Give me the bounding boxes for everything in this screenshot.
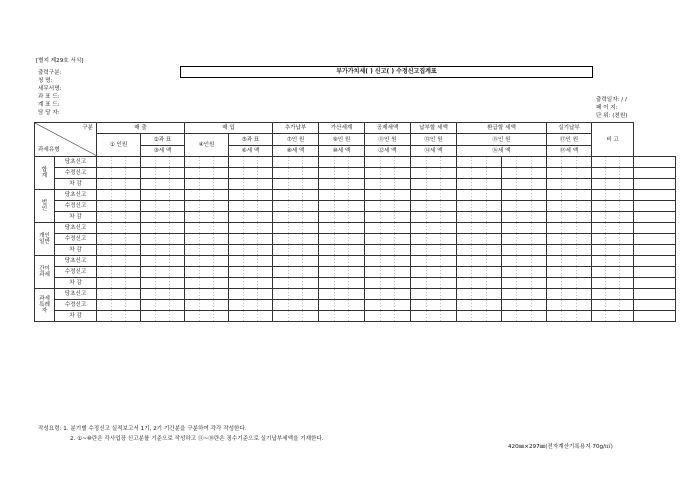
data-cell — [319, 179, 365, 190]
data-cell — [319, 190, 365, 201]
data-cell — [273, 234, 319, 245]
remark-cell — [634, 234, 676, 245]
data-cell — [97, 223, 141, 234]
data-cell — [592, 300, 634, 311]
header-label: 출력구분: — [38, 70, 62, 76]
data-cell — [592, 311, 634, 322]
sub-s2a: ②과 표 — [141, 134, 185, 146]
header-label: 계 표 드: — [38, 102, 60, 108]
data-cell — [185, 212, 229, 223]
sub-q2: ⑱세 액 — [547, 146, 592, 157]
data-cell — [365, 157, 411, 168]
data-cell — [547, 212, 592, 223]
data-cell — [141, 223, 185, 234]
form-title: 부가가치세( ) 신고( ) 수정신고집계표 — [180, 66, 593, 78]
table-row — [35, 234, 676, 245]
data-cell — [273, 267, 319, 278]
data-cell — [502, 311, 547, 322]
data-cell — [141, 190, 185, 201]
data-cell — [365, 300, 411, 311]
data-cell — [185, 311, 229, 322]
data-cell — [229, 311, 273, 322]
remark-cell — [634, 223, 676, 234]
data-cell — [502, 201, 547, 212]
group-label: 합 계 — [35, 157, 55, 190]
data-cell — [97, 300, 141, 311]
data-cell — [319, 245, 365, 256]
data-cell — [592, 212, 634, 223]
data-cell — [273, 300, 319, 311]
row-label: 차 감 — [55, 278, 97, 289]
data-cell — [502, 157, 547, 168]
data-cell — [97, 179, 141, 190]
data-cell — [592, 245, 634, 256]
data-cell — [319, 234, 365, 245]
data-cell — [457, 157, 502, 168]
data-cell — [97, 201, 141, 212]
data-cell — [319, 311, 365, 322]
data-cell — [185, 157, 229, 168]
table-row — [35, 223, 676, 234]
unit-label: 단 위: (천원) — [596, 113, 628, 119]
table-row — [35, 289, 676, 300]
data-cell — [502, 278, 547, 289]
data-cell — [97, 267, 141, 278]
data-cell — [457, 300, 502, 311]
data-cell — [457, 311, 502, 322]
data-cell — [229, 289, 273, 300]
data-cell — [457, 234, 502, 245]
data-cell — [141, 179, 185, 190]
data-cell — [141, 311, 185, 322]
data-cell — [502, 256, 547, 267]
data-cell — [229, 256, 273, 267]
data-cell — [319, 289, 365, 300]
data-cell — [141, 289, 185, 300]
note-1: 작성요령: 1. 분기별 수정신고 실적보고서 1기, 2기 기간분을 구분하여 각각 작성한다. — [38, 426, 247, 432]
data-cell — [547, 234, 592, 245]
data-cell — [319, 223, 365, 234]
paper-size: 420㎜×297㎜(전자계산기록용지 70g/㎡) — [508, 444, 613, 450]
data-cell — [365, 311, 411, 322]
remark-cell — [634, 256, 676, 267]
data-cell — [141, 168, 185, 179]
data-cell — [97, 278, 141, 289]
data-cell — [547, 267, 592, 278]
data-cell — [185, 267, 229, 278]
data-cell — [502, 234, 547, 245]
data-cell — [97, 234, 141, 245]
corner-bottom-label: 과세유형 — [38, 147, 60, 153]
data-cell — [411, 289, 457, 300]
remark-cell — [634, 157, 676, 168]
data-cell — [365, 256, 411, 267]
data-cell — [411, 311, 457, 322]
data-cell — [141, 157, 185, 168]
data-cell — [273, 223, 319, 234]
data-cell — [141, 201, 185, 212]
table-row — [35, 267, 676, 278]
row-label: 차 감 — [55, 212, 97, 223]
data-cell — [141, 212, 185, 223]
data-cell — [273, 201, 319, 212]
data-cell — [457, 278, 502, 289]
data-cell — [229, 223, 273, 234]
data-cell — [502, 245, 547, 256]
data-cell — [547, 278, 592, 289]
data-cell — [592, 168, 634, 179]
data-cell — [97, 245, 141, 256]
data-cell — [411, 190, 457, 201]
row-label: 수정신고 — [55, 234, 97, 245]
col-refund-tax: 환급할 세액 — [457, 123, 547, 134]
data-cell — [457, 267, 502, 278]
data-cell — [319, 168, 365, 179]
data-cell — [502, 168, 547, 179]
data-cell — [97, 311, 141, 322]
table-row — [35, 256, 676, 267]
data-cell — [229, 157, 273, 168]
data-cell — [229, 201, 273, 212]
col-remark: 비 고 — [592, 123, 634, 157]
table-row — [35, 300, 676, 311]
summary-table — [34, 122, 676, 322]
remark-cell — [634, 289, 676, 300]
row-label: 수정신고 — [55, 201, 97, 212]
data-cell — [365, 190, 411, 201]
data-cell — [229, 190, 273, 201]
data-cell — [457, 212, 502, 223]
col-deduct-tax: 공제세액 — [365, 123, 411, 134]
data-cell — [141, 234, 185, 245]
data-cell — [365, 267, 411, 278]
row-label: 당초신고 — [55, 157, 97, 168]
data-cell — [185, 256, 229, 267]
data-cell — [273, 212, 319, 223]
row-label: 수정신고 — [55, 168, 97, 179]
data-cell — [592, 256, 634, 267]
data-cell — [411, 157, 457, 168]
data-cell — [457, 256, 502, 267]
data-cell — [319, 212, 365, 223]
data-cell — [547, 300, 592, 311]
data-cell — [457, 168, 502, 179]
table-row — [35, 278, 676, 289]
data-cell — [457, 289, 502, 300]
data-cell — [547, 157, 592, 168]
data-cell — [185, 289, 229, 300]
data-cell — [592, 278, 634, 289]
data-cell — [185, 201, 229, 212]
data-cell — [457, 179, 502, 190]
table-row — [35, 245, 676, 256]
sub-d2: ⑫세 액 — [365, 146, 411, 157]
header-label: 세무서명: — [38, 86, 62, 92]
page-number: 페 이 지: — [596, 105, 618, 111]
data-cell — [319, 256, 365, 267]
data-cell — [229, 267, 273, 278]
data-cell — [411, 245, 457, 256]
data-cell — [502, 267, 547, 278]
table-row — [35, 179, 676, 190]
data-cell — [592, 267, 634, 278]
data-cell — [319, 267, 365, 278]
data-cell — [273, 190, 319, 201]
remark-cell — [634, 168, 676, 179]
data-cell — [97, 256, 141, 267]
data-cell — [411, 223, 457, 234]
data-cell — [229, 179, 273, 190]
sub-q1: ⑰인 원 — [547, 134, 592, 146]
data-cell — [411, 300, 457, 311]
data-cell — [273, 179, 319, 190]
sub-d1: ⑪인 원 — [365, 134, 411, 146]
remark-cell — [634, 300, 676, 311]
data-cell — [547, 256, 592, 267]
data-cell — [411, 256, 457, 267]
data-cell — [97, 157, 141, 168]
data-cell — [547, 311, 592, 322]
data-cell — [547, 245, 592, 256]
data-cell — [592, 223, 634, 234]
data-cell — [229, 278, 273, 289]
row-label: 당초신고 — [55, 223, 97, 234]
col-pay-tax: 납부할 세액 — [411, 123, 457, 134]
data-cell — [365, 223, 411, 234]
data-cell — [502, 179, 547, 190]
data-cell — [97, 190, 141, 201]
sub-a1: ⑨인 원 — [319, 134, 365, 146]
row-label: 수정신고 — [55, 300, 97, 311]
group-label: 법 인 — [35, 190, 55, 223]
remark-cell — [634, 201, 676, 212]
data-cell — [502, 223, 547, 234]
data-cell — [97, 168, 141, 179]
data-cell — [411, 267, 457, 278]
col-addl-tax: 가산세계 — [319, 123, 365, 134]
data-cell — [185, 190, 229, 201]
sub-p2a: ⑤과 표 — [229, 134, 273, 146]
data-cell — [547, 168, 592, 179]
data-cell — [319, 201, 365, 212]
data-cell — [365, 168, 411, 179]
sub-r2: ⑯세 액 — [457, 146, 547, 157]
data-cell — [592, 289, 634, 300]
data-cell — [411, 234, 457, 245]
corner-top-label: 구분 — [82, 125, 93, 131]
table-row — [35, 201, 676, 212]
data-cell — [229, 168, 273, 179]
data-cell — [365, 289, 411, 300]
data-cell — [141, 300, 185, 311]
data-cell — [411, 212, 457, 223]
sub-s1: ① 인원 — [97, 134, 141, 157]
remark-cell — [634, 179, 676, 190]
data-cell — [229, 300, 273, 311]
data-cell — [229, 245, 273, 256]
data-cell — [97, 289, 141, 300]
data-cell — [229, 212, 273, 223]
sub-p1: ④인원 — [185, 134, 229, 157]
row-label: 수정신고 — [55, 267, 97, 278]
data-cell — [273, 245, 319, 256]
col-extra-pay: 추가납부 — [273, 123, 319, 134]
col-purchase: 매 입 — [185, 123, 273, 134]
sub-y1: ⑬인 원 — [411, 134, 457, 146]
data-cell — [319, 300, 365, 311]
data-cell — [457, 245, 502, 256]
table-row — [35, 168, 676, 179]
data-cell — [457, 190, 502, 201]
data-cell — [547, 179, 592, 190]
remark-cell — [634, 245, 676, 256]
data-cell — [97, 212, 141, 223]
data-cell — [457, 223, 502, 234]
data-cell — [457, 201, 502, 212]
data-cell — [141, 256, 185, 267]
data-cell — [365, 212, 411, 223]
data-cell — [365, 234, 411, 245]
data-cell — [502, 190, 547, 201]
group-label: 과세 특례 자 — [35, 289, 55, 322]
data-cell — [319, 157, 365, 168]
data-cell — [185, 300, 229, 311]
data-cell — [185, 223, 229, 234]
print-date: 출력일자: / / — [596, 97, 627, 103]
data-cell — [365, 201, 411, 212]
sub-e2: ⑧세 액 — [273, 146, 319, 157]
header-label: 과 표 드: — [38, 94, 60, 100]
sub-y2: ⑭세 액 — [411, 146, 457, 157]
row-label: 당초신고 — [55, 190, 97, 201]
data-cell — [185, 179, 229, 190]
sub-s2b: ③세 액 — [141, 146, 185, 157]
row-label: 차 감 — [55, 311, 97, 322]
sub-e1: ⑦인 원 — [273, 134, 319, 146]
table-row — [35, 212, 676, 223]
sub-a2: ⑩세 액 — [319, 146, 365, 157]
data-cell — [229, 234, 273, 245]
row-label: 차 감 — [55, 245, 97, 256]
data-cell — [502, 289, 547, 300]
data-cell — [273, 157, 319, 168]
data-cell — [365, 245, 411, 256]
data-cell — [141, 278, 185, 289]
row-label: 당초신고 — [55, 256, 97, 267]
data-cell — [592, 179, 634, 190]
data-cell — [141, 267, 185, 278]
col-sales: 매 출 — [97, 123, 185, 134]
data-cell — [592, 157, 634, 168]
data-cell — [273, 289, 319, 300]
data-cell — [273, 278, 319, 289]
data-cell — [273, 256, 319, 267]
group-label: 간이 과세 — [35, 256, 55, 289]
col-actual-pay: 실기납부 — [547, 123, 592, 134]
data-cell — [592, 234, 634, 245]
table-row — [35, 190, 676, 201]
corner-cell — [35, 123, 97, 157]
data-cell — [547, 289, 592, 300]
data-cell — [411, 201, 457, 212]
data-cell — [141, 245, 185, 256]
group-label: 개인 일반 — [35, 223, 55, 256]
data-cell — [411, 278, 457, 289]
data-cell — [547, 190, 592, 201]
data-cell — [502, 212, 547, 223]
data-cell — [273, 168, 319, 179]
data-cell — [411, 168, 457, 179]
row-label: 당초신고 — [55, 289, 97, 300]
table-row — [35, 157, 676, 168]
data-cell — [185, 245, 229, 256]
data-cell — [273, 311, 319, 322]
remark-cell — [634, 212, 676, 223]
data-cell — [185, 168, 229, 179]
data-cell — [502, 300, 547, 311]
remark-cell — [634, 311, 676, 322]
header-label: 담 당 자: — [38, 110, 60, 116]
sub-p2b: ⑥세 액 — [229, 146, 273, 157]
note-2: 2. ①~⑩란은 각사업장 신고분를 기준으로 작성하고 ⑪~⑱란은 징수기준으로 실기납부세액을 기재한다. — [70, 436, 324, 442]
data-cell — [592, 190, 634, 201]
data-cell — [365, 179, 411, 190]
sub-r1: ⑮인 원 — [457, 134, 547, 146]
data-cell — [547, 201, 592, 212]
header-label: 청 명: — [38, 78, 53, 84]
remark-cell — [634, 278, 676, 289]
remark-cell — [634, 267, 676, 278]
data-cell — [411, 179, 457, 190]
data-cell — [185, 234, 229, 245]
row-label: 차 감 — [55, 179, 97, 190]
data-cell — [547, 223, 592, 234]
table-row — [35, 311, 676, 322]
data-cell — [365, 278, 411, 289]
form-tag: [별지 제29호 서식] — [36, 58, 84, 64]
data-cell — [592, 201, 634, 212]
data-cell — [319, 278, 365, 289]
remark-cell — [634, 190, 676, 201]
data-cell — [185, 278, 229, 289]
